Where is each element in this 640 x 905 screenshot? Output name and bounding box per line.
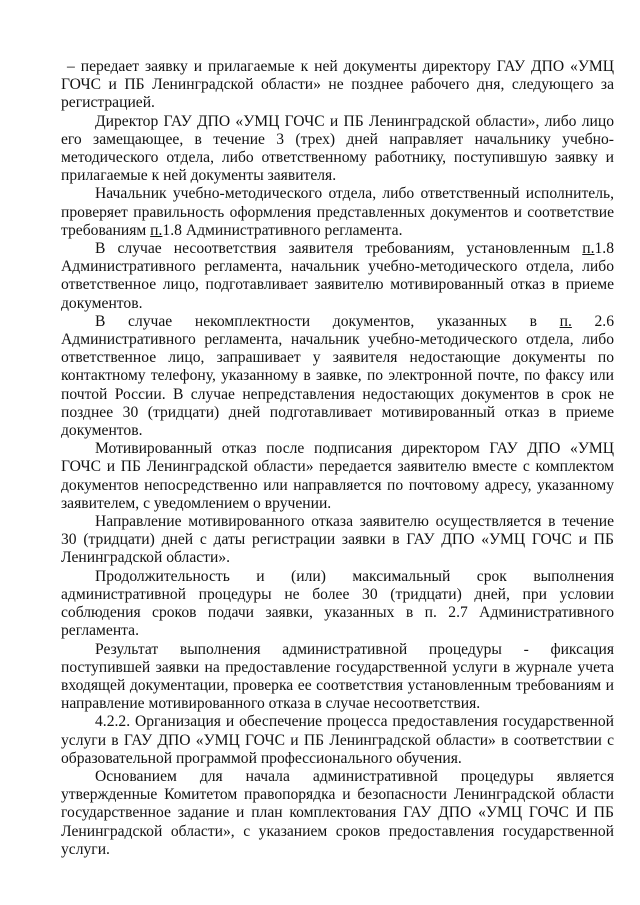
paragraph-text-start: Начальник учебно-методического отдела, либо ответственный исполнитель, проверяет правильность оформления представленных документов и соответствие требованиям <box>61 185 614 239</box>
paragraph-refusal-delivery: Мотивированный отказ после подписания директором ГАУ ДПО «УМЦ ГОЧС и ПБ Ленинградской области» передается заявителю вместе с комплектом документов непосредственно или направляется по почтовому адресу, указанному заявителем, с уведомлением о вручении. <box>61 440 614 512</box>
paragraph-section-4-2-2: 4.2.2. Организация и обеспечение процесса предоставления государственной услуги в ГАУ ДПО «УМЦ ГОЧС и ПБ Ленинградской области» в соответствии с образовательной программой профессионального обучения. <box>61 713 614 767</box>
paragraph-procedure-result: Результат выполнения административной процедуры - фиксация поступившей заявки на предоставление государственной услуги в журнале учета входящей документации, проверка ее соответствия установленным требованиям и направление мотивированного отказа в случае несоответствия. <box>61 640 614 713</box>
paragraph-check-documents <box>61 185 614 240</box>
paragraph-forward-application: – передает заявку и прилагаемые к ней документы директору ГАУ ДПО «УМЦ ГОЧС и ПБ Ленинградской области» не позднее рабочего дня, следующего за регистрацией. <box>61 58 614 112</box>
clause-link[interactable]: п. <box>559 312 572 330</box>
paragraph-text-end: 1.8 Административного регламента, начальник учебно-методического отдела, либо ответственное лицо, подготавливает заявителю мотивированный отказ в приеме документов. <box>61 240 614 312</box>
paragraph-text-start: В случае некомплектности документов, указанных в <box>95 312 560 330</box>
clause-link[interactable]: п. <box>150 221 163 239</box>
paragraph-text-start: В случае несоответствия заявителя требованиям, установленным <box>95 240 583 258</box>
clause-link[interactable]: п. <box>582 240 595 258</box>
paragraph-text-end: 2.6 Административного регламента, начальник учебно-методического отдела, либо ответственное лицо, запрашивает у заявителя недостающие документы по контактному телефону, указанному в заявке, по электронной почте, по факсу или почтой России. В случае непредставления недостающих документов в срок не позднее 30 (тридцати) дней подготавливает мотивированный отказ в приеме документов. <box>61 312 615 440</box>
paragraph-refusal-deadline: Направление мотивированного отказа заявителю осуществляется в течение 30 (тридцати) дней с даты регистрации заявки в ГАУ ДПО «УМЦ ГОЧС и ПБ Ленинградской области». <box>61 513 614 567</box>
paragraph-nonconformity-refusal <box>61 240 614 313</box>
paragraph-procedure-basis: Основанием для начала административной процедуры является утвержденные Комитетом правопорядка и безопасности Ленинградской области государственное задание и план комплектования ГАУ ДПО «УМЦ ГОЧС И ПБ Ленинградской области», с указанием сроков предоставления государственной услуги. <box>61 767 614 858</box>
paragraph-procedure-duration: Продолжительность и (или) максимальный срок выполнения административной процедуры не более 30 (тридцати) дней, при условии соблюдения сроков подачи заявки, указанных в п. 2.7 Административного регламента. <box>61 567 614 640</box>
document-page <box>61 58 614 859</box>
paragraph-director-forwards: Директор ГАУ ДПО «УМЦ ГОЧС и ПБ Ленинградской области», либо лицо его замещающее, в течение 3 (трех) дней направляет начальнику учебно-методического отдела, либо ответственному работнику, поступившую заявку и прилагаемые к ней документы заявителя. <box>61 112 614 185</box>
paragraph-text-end: 1.8 Административного регламента. <box>162 221 403 239</box>
paragraph-incomplete-documents <box>61 313 614 440</box>
